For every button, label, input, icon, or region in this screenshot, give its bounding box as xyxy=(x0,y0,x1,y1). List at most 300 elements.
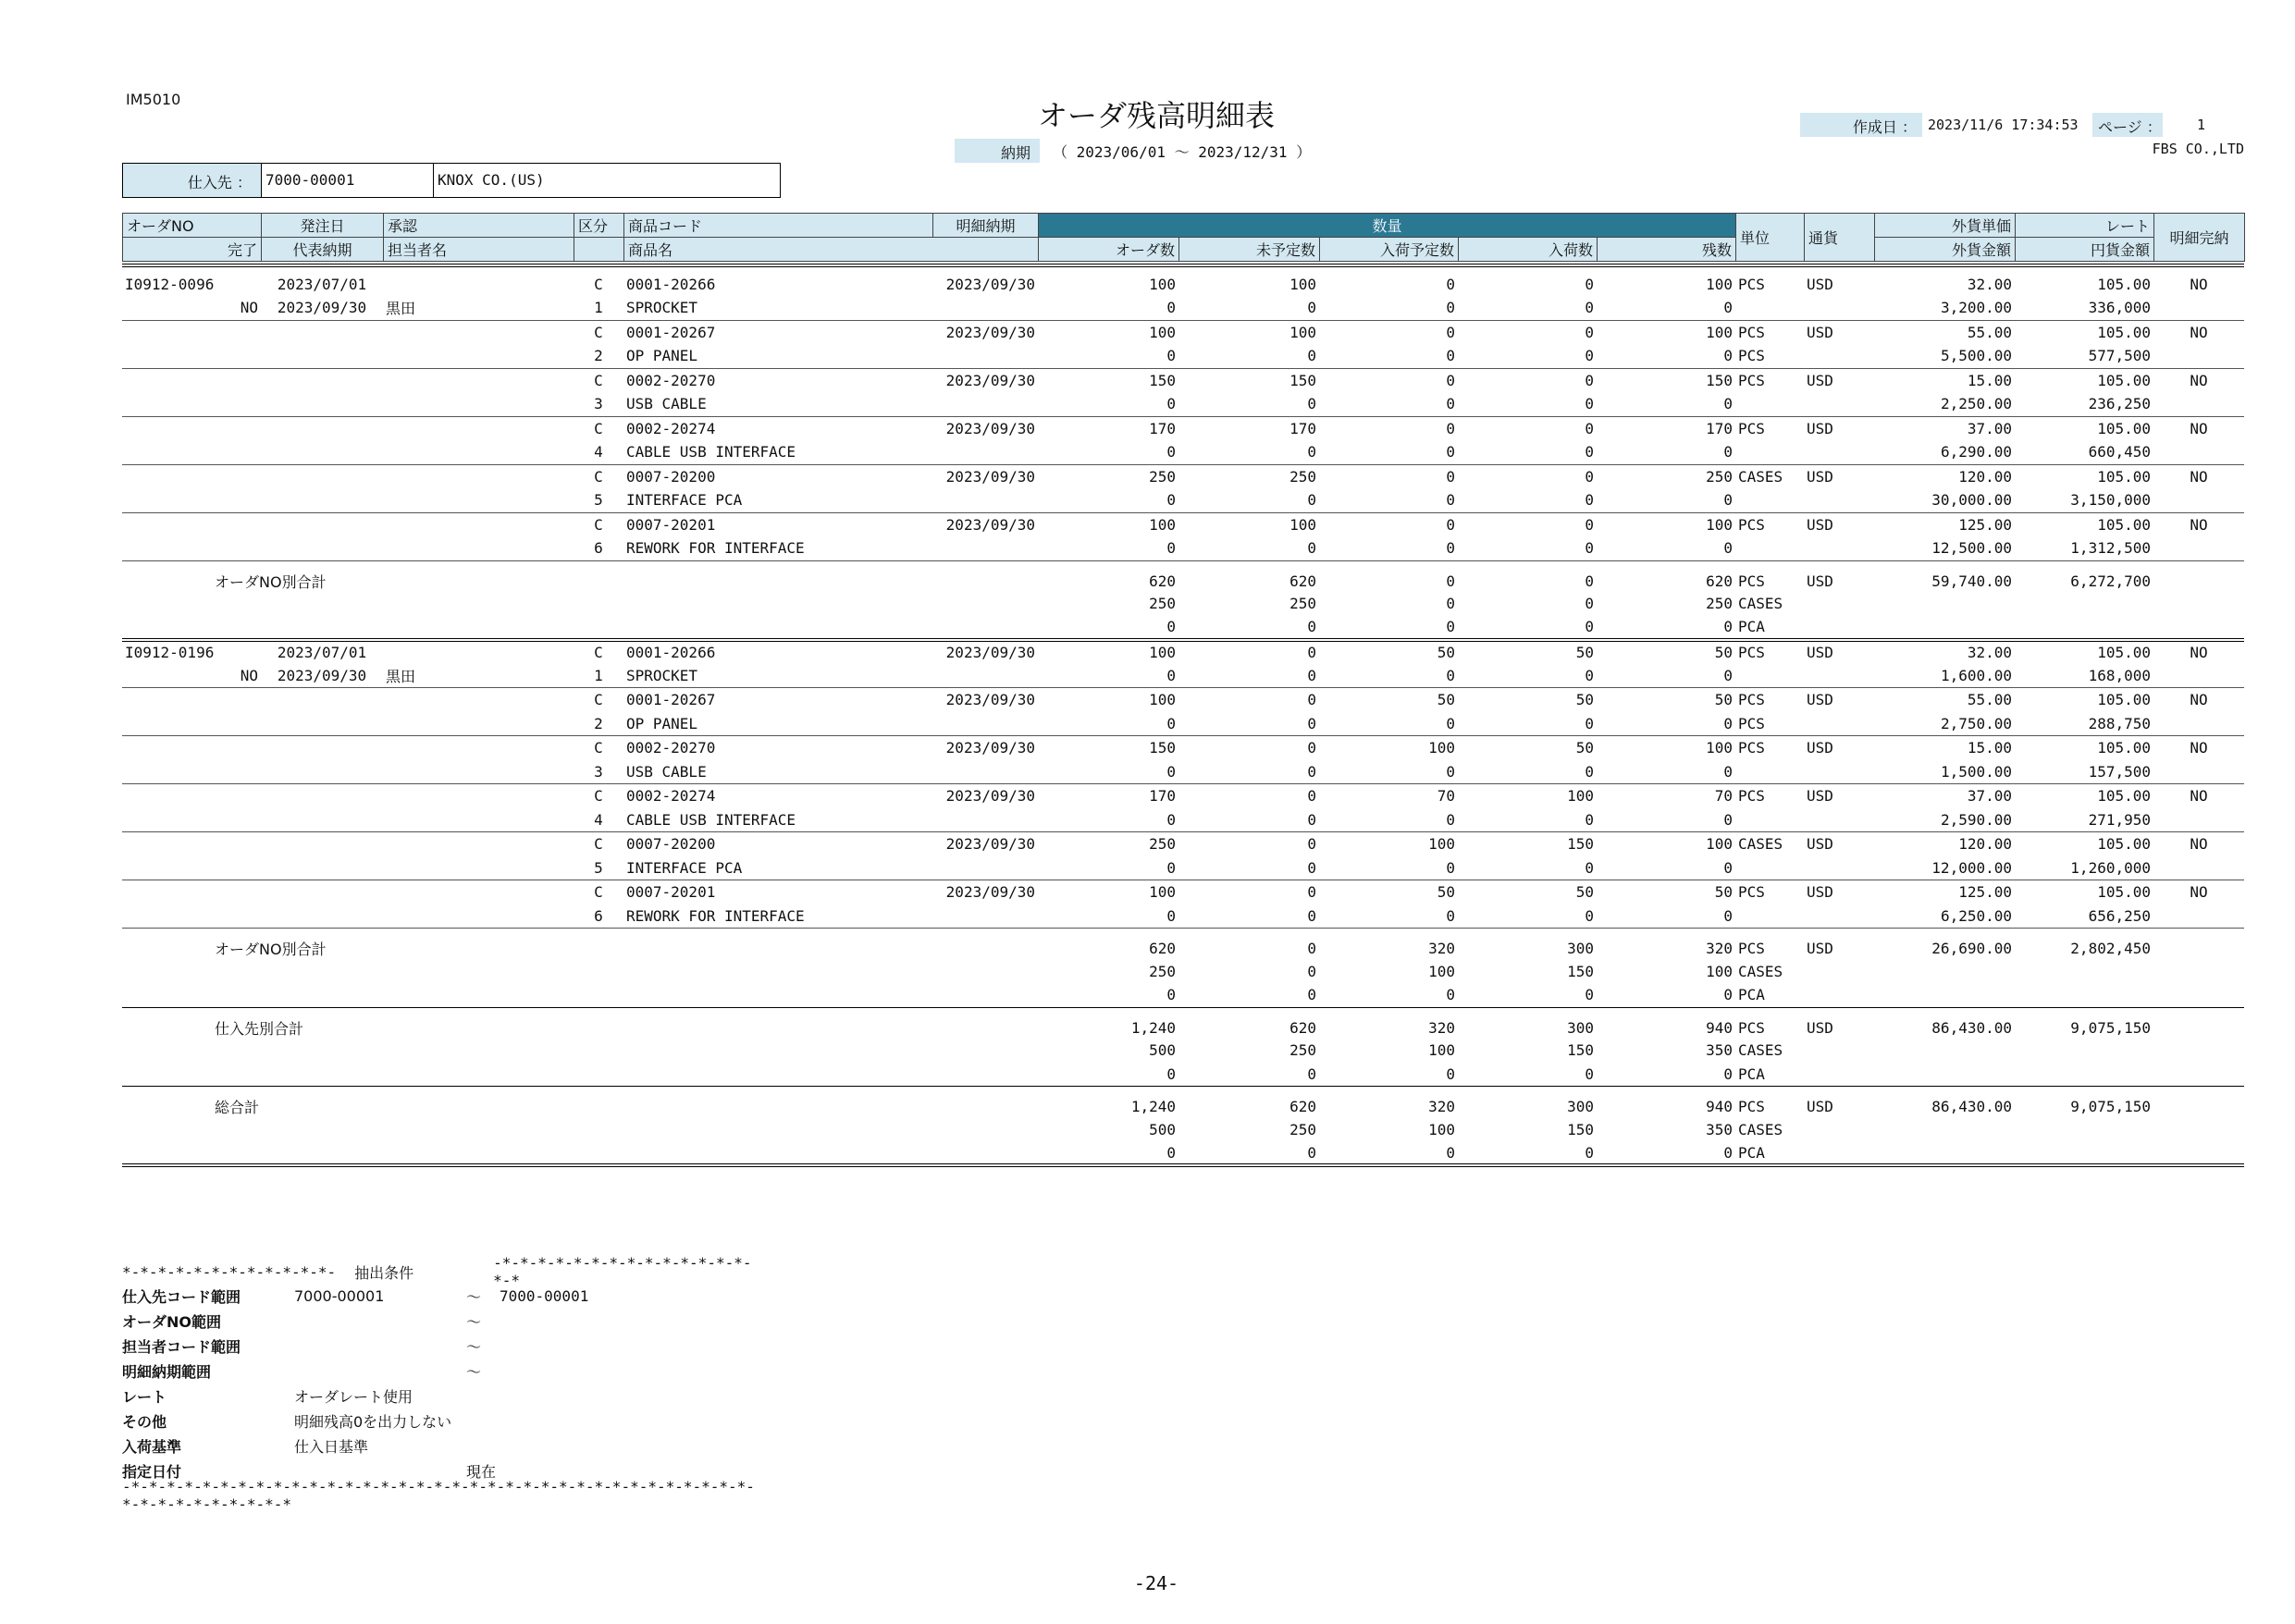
col-order-qty: オーダ数 xyxy=(1039,238,1179,262)
order-no xyxy=(122,320,261,344)
cell xyxy=(122,1063,1038,1087)
item-code: 0001-20267 xyxy=(626,691,716,709)
unscheduled-qty: 620 xyxy=(1289,572,1316,590)
col-kubun: 区分 xyxy=(574,214,624,238)
unscheduled-qty: 250 xyxy=(1289,467,1316,486)
unit: PCS xyxy=(1738,275,1765,293)
person xyxy=(383,760,574,784)
unit xyxy=(1735,440,1804,464)
remaining-qty: 0 xyxy=(1597,344,1735,368)
received-qty: 0 xyxy=(1458,488,1597,512)
remaining-qty: 0 xyxy=(1597,760,1735,784)
jpy-amount: 236,250 xyxy=(2015,392,2153,416)
unit: CASES xyxy=(1738,835,1783,854)
currency xyxy=(1804,808,1874,832)
unscheduled-qty: 0 xyxy=(1307,691,1316,709)
order-qty: 0 xyxy=(1038,904,1178,929)
received-qty: 150 xyxy=(1567,1041,1594,1059)
rep-due: 2023/09/30 xyxy=(261,296,383,320)
received-qty: 50 xyxy=(1575,691,1594,709)
report-id: IM5010 xyxy=(126,91,181,108)
jpy-amount: 271,950 xyxy=(2015,808,2153,832)
done xyxy=(122,712,261,736)
line-no: 1 xyxy=(574,664,623,688)
order-qty: 0 xyxy=(1038,536,1178,560)
rate: 105.00 xyxy=(2097,787,2151,806)
table-row xyxy=(122,440,2244,464)
order-qty: 100 xyxy=(1149,691,1176,709)
rate: 105.00 xyxy=(2097,644,2151,661)
col-unscheduled-qty: 未予定数 xyxy=(1179,238,1320,262)
currency xyxy=(1804,296,1874,320)
order-date xyxy=(261,416,383,440)
approval xyxy=(383,640,574,664)
unit: PCA xyxy=(1735,983,1804,1007)
jpy-amount xyxy=(2015,959,2153,983)
col-rep-due: 代表納期 xyxy=(262,238,384,262)
fx-amount: 86,430.00 xyxy=(1931,1018,2012,1037)
fx-amount: 2,590.00 xyxy=(1874,808,2015,832)
unit xyxy=(1735,760,1804,784)
scheduled-qty: 100 xyxy=(1428,835,1455,854)
unit: PCA xyxy=(1735,1141,1804,1165)
approval xyxy=(383,880,574,904)
remaining-qty: 0 xyxy=(1597,536,1735,560)
unscheduled-qty: 0 xyxy=(1307,787,1316,806)
unit: CASES xyxy=(1738,1120,1783,1138)
remaining-qty: 0 xyxy=(1597,440,1735,464)
scheduled-qty: 0 xyxy=(1319,296,1458,320)
remaining-qty: 620 xyxy=(1706,572,1733,590)
done xyxy=(122,760,261,784)
unit xyxy=(1735,296,1804,320)
cell xyxy=(2153,904,2244,929)
currency xyxy=(1804,1141,1874,1165)
scheduled-qty: 0 xyxy=(1319,808,1458,832)
page-value: 1 xyxy=(2196,117,2205,133)
currency: USD xyxy=(1807,515,1833,534)
scheduled-qty: 0 xyxy=(1319,392,1458,416)
conditions-stars-right: -*-*-*-*-*-*-*-*-*-*-*-*-*-*-*-* xyxy=(493,1254,752,1289)
received-qty: 0 xyxy=(1458,392,1597,416)
order-no xyxy=(122,736,261,760)
item-code: 0001-20266 xyxy=(626,275,716,293)
remaining-qty: 250 xyxy=(1706,467,1733,486)
scheduled-qty: 0 xyxy=(1319,1141,1458,1165)
item-name: SPROCKET xyxy=(623,664,1038,688)
cell xyxy=(2153,1007,2244,1039)
order-date xyxy=(261,320,383,344)
detail-done: NO xyxy=(2190,739,2208,757)
person xyxy=(383,392,574,416)
unit: PCS xyxy=(1738,572,1765,590)
received-qty: 0 xyxy=(1585,515,1594,534)
remaining-qty: 150 xyxy=(1706,371,1733,389)
cell xyxy=(122,1141,1038,1165)
order-date xyxy=(261,512,383,536)
kubun: C xyxy=(594,691,603,709)
unscheduled-qty: 0 xyxy=(1178,712,1319,736)
col-detail-due: 明細納期 xyxy=(933,214,1039,238)
scheduled-qty: 50 xyxy=(1437,644,1455,661)
received-qty: 50 xyxy=(1575,883,1594,902)
unit: PCS xyxy=(1738,1098,1765,1115)
unit xyxy=(1735,664,1804,688)
order-qty: 0 xyxy=(1038,616,1178,640)
received-qty: 0 xyxy=(1458,440,1597,464)
received-qty: 300 xyxy=(1567,1098,1594,1115)
condition-value-from: オーダレート使用 xyxy=(294,1388,413,1406)
currency xyxy=(1804,760,1874,784)
order-no xyxy=(122,688,261,712)
jpy-amount xyxy=(2015,592,2153,616)
kubun: C xyxy=(594,835,603,854)
cell xyxy=(2153,344,2244,368)
order-qty: 250 xyxy=(1149,962,1176,980)
unscheduled-qty: 0 xyxy=(1178,904,1319,929)
rep-due xyxy=(261,904,383,929)
received-qty: 150 xyxy=(1567,835,1594,854)
received-qty: 0 xyxy=(1458,1063,1597,1087)
table-row xyxy=(122,392,2244,416)
received-qty: 0 xyxy=(1458,296,1597,320)
rate: 105.00 xyxy=(2097,323,2151,341)
line-no: 2 xyxy=(574,712,623,736)
done: NO xyxy=(122,296,261,320)
unit xyxy=(1735,856,1804,880)
detail-done: NO xyxy=(2190,644,2208,661)
fx-unit-price: 55.00 xyxy=(1967,323,2012,341)
line-no: 6 xyxy=(574,536,623,560)
scheduled-qty: 70 xyxy=(1437,787,1455,806)
order-qty: 250 xyxy=(1149,835,1176,854)
received-qty: 0 xyxy=(1585,371,1594,389)
detail-due: 2023/09/30 xyxy=(945,371,1035,389)
condition-key: 担当者コード範囲 xyxy=(122,1338,241,1356)
unscheduled-qty: 0 xyxy=(1178,856,1319,880)
cell xyxy=(2153,1117,2244,1141)
condition-tilde: ～ xyxy=(466,1338,482,1356)
unit: PCS xyxy=(1738,371,1765,389)
remaining-qty: 0 xyxy=(1597,712,1735,736)
item-code: 0002-20270 xyxy=(626,371,716,389)
item-code: 0007-20200 xyxy=(626,467,716,486)
jpy-amount xyxy=(2015,1117,2153,1141)
person xyxy=(383,856,574,880)
scheduled-qty: 100 xyxy=(1428,739,1455,757)
summary-label: オーダNO別合計 xyxy=(215,572,327,591)
unscheduled-qty: 0 xyxy=(1178,1063,1319,1087)
cell xyxy=(2153,712,2244,736)
jpy-amount: 9,075,150 xyxy=(2070,1018,2151,1037)
received-qty: 0 xyxy=(1585,275,1594,293)
received-qty: 0 xyxy=(1458,1141,1597,1165)
table-row xyxy=(122,760,2244,784)
detail-done: NO xyxy=(2190,835,2208,854)
condition-value-to: 7000-00001 xyxy=(500,1287,589,1305)
jpy-amount: 288,750 xyxy=(2015,712,2153,736)
scheduled-qty: 0 xyxy=(1319,983,1458,1007)
currency xyxy=(1804,616,1874,640)
unit xyxy=(1735,392,1804,416)
kubun: C xyxy=(594,275,603,293)
summary-row xyxy=(122,1087,2244,1118)
person xyxy=(383,488,574,512)
unit: PCS xyxy=(1738,787,1765,806)
remaining-qty: 320 xyxy=(1706,940,1733,957)
fx-amount xyxy=(1874,983,2015,1007)
unscheduled-qty: 620 xyxy=(1289,1098,1316,1115)
received-qty: 0 xyxy=(1585,572,1594,590)
detail-done: NO xyxy=(2190,323,2208,341)
scheduled-qty: 0 xyxy=(1319,616,1458,640)
unit: PCS xyxy=(1738,515,1765,534)
unit: PCS xyxy=(1738,940,1765,957)
order-qty: 0 xyxy=(1038,1141,1178,1165)
received-qty: 300 xyxy=(1567,1018,1594,1037)
unscheduled-qty: 0 xyxy=(1178,1141,1319,1165)
order-table xyxy=(122,272,2244,1167)
detail-due: 2023/09/30 xyxy=(945,691,1035,709)
detail-due: 2023/09/30 xyxy=(945,467,1035,486)
col-approval: 承認 xyxy=(384,214,574,238)
col-received-qty: 入荷数 xyxy=(1459,238,1598,262)
fx-amount xyxy=(1874,1039,2015,1063)
order-qty: 150 xyxy=(1149,739,1176,757)
jpy-amount xyxy=(2015,1063,2153,1087)
scheduled-qty: 320 xyxy=(1428,940,1455,957)
item-name: REWORK FOR INTERFACE xyxy=(623,904,1038,929)
order-qty: 100 xyxy=(1149,323,1176,341)
received-qty: 0 xyxy=(1458,760,1597,784)
condition-key: オーダNO範囲 xyxy=(122,1313,221,1331)
unit: PCS xyxy=(1738,644,1765,661)
fx-amount xyxy=(1874,592,2015,616)
page-title: オーダ残高明細表 xyxy=(1037,98,1275,133)
rep-due: 2023/09/30 xyxy=(261,664,383,688)
cell xyxy=(122,592,1038,616)
order-qty: 0 xyxy=(1038,712,1178,736)
order-qty: 100 xyxy=(1149,883,1176,902)
remaining-qty: 350 xyxy=(1706,1041,1733,1059)
summary-label: 総合計 xyxy=(215,1099,260,1116)
item-name: REWORK FOR INTERFACE xyxy=(623,536,1038,560)
unit: PCS xyxy=(1738,1018,1765,1037)
jpy-amount: 656,250 xyxy=(2015,904,2153,929)
condition-tilde: 現在 xyxy=(466,1463,497,1481)
cell xyxy=(2153,959,2244,983)
cell xyxy=(2153,296,2244,320)
unit: PCA xyxy=(1735,616,1804,640)
fx-amount: 1,500.00 xyxy=(1874,760,2015,784)
cell xyxy=(2153,1063,2244,1087)
order-qty: 0 xyxy=(1038,760,1178,784)
received-qty: 50 xyxy=(1575,739,1594,757)
unit: PCA xyxy=(1735,1063,1804,1087)
fx-amount: 1,600.00 xyxy=(1874,664,2015,688)
done xyxy=(122,392,261,416)
condition-row xyxy=(122,1433,760,1458)
scheduled-qty: 0 xyxy=(1446,595,1455,612)
col-remaining-qty: 残数 xyxy=(1598,238,1736,262)
remaining-qty: 50 xyxy=(1714,883,1733,902)
jpy-amount: 3,150,000 xyxy=(2015,488,2153,512)
line-no: 6 xyxy=(574,904,623,929)
fx-unit-price: 120.00 xyxy=(1958,835,2012,854)
received-qty: 100 xyxy=(1567,787,1594,806)
scheduled-qty: 0 xyxy=(1446,467,1455,486)
person xyxy=(383,904,574,929)
summary-row xyxy=(122,1007,2244,1039)
fx-unit-price: 15.00 xyxy=(1967,371,2012,389)
approval xyxy=(383,736,574,760)
fx-amount: 26,690.00 xyxy=(1931,940,2012,957)
fx-amount: 2,750.00 xyxy=(1874,712,2015,736)
summary-row xyxy=(122,1039,2244,1063)
jpy-amount: 6,272,700 xyxy=(2070,572,2151,590)
condition-tilde: ～ xyxy=(466,1363,482,1381)
col-order-no: オーダNO xyxy=(123,214,262,238)
unscheduled-qty: 0 xyxy=(1178,344,1319,368)
table-row xyxy=(122,488,2244,512)
fx-amount xyxy=(1874,616,2015,640)
order-qty: 500 xyxy=(1149,1120,1176,1138)
cell xyxy=(122,959,1038,983)
cell xyxy=(2153,664,2244,688)
person xyxy=(383,536,574,560)
condition-key: 明細納期範囲 xyxy=(122,1363,212,1381)
rep-due xyxy=(261,392,383,416)
received-qty: 0 xyxy=(1458,856,1597,880)
remaining-qty: 0 xyxy=(1597,488,1735,512)
currency: USD xyxy=(1807,572,1833,590)
jpy-amount xyxy=(2015,616,2153,640)
order-no xyxy=(122,784,261,808)
jpy-amount: 660,450 xyxy=(2015,440,2153,464)
order-qty: 0 xyxy=(1038,983,1178,1007)
conditions-stars-bottom: -*-*-*-*-*-*-*-*-*-*-*-*-*-*-*-*-*-*-*-*-*-*-*-*-*-*-*-*-*-*-*-*-*-*-*-*-*-*-*-*-*-*-*-*-* xyxy=(122,1478,755,1513)
order-qty: 1,240 xyxy=(1130,1098,1176,1115)
scheduled-qty: 100 xyxy=(1428,1120,1455,1138)
scheduled-qty: 0 xyxy=(1446,572,1455,590)
remaining-qty: 940 xyxy=(1706,1098,1733,1115)
item-code: 0001-20267 xyxy=(626,323,716,341)
detail-done: NO xyxy=(2190,467,2208,486)
item-code: 0007-20200 xyxy=(626,835,716,854)
table-row xyxy=(122,808,2244,832)
currency: USD xyxy=(1807,883,1833,902)
unscheduled-qty: 0 xyxy=(1178,983,1319,1007)
item-name: INTERFACE PCA xyxy=(623,856,1038,880)
rate: 105.00 xyxy=(2097,515,2151,534)
summary-row xyxy=(122,616,2244,640)
fx-amount xyxy=(1874,959,2015,983)
rep-due xyxy=(261,760,383,784)
jpy-amount: 9,075,150 xyxy=(2070,1098,2151,1115)
detail-done: NO xyxy=(2190,787,2208,806)
currency xyxy=(1804,959,1874,983)
currency: USD xyxy=(1807,1098,1833,1115)
remaining-qty: 0 xyxy=(1597,616,1735,640)
remaining-qty: 100 xyxy=(1706,739,1733,757)
condition-key: 入荷基準 xyxy=(122,1438,182,1456)
approval xyxy=(383,416,574,440)
unscheduled-qty: 100 xyxy=(1289,275,1316,293)
line-no: 1 xyxy=(574,296,623,320)
scheduled-qty: 50 xyxy=(1437,883,1455,902)
scheduled-qty: 0 xyxy=(1319,760,1458,784)
detail-due: 2023/09/30 xyxy=(945,644,1035,661)
done xyxy=(122,808,261,832)
summary-row xyxy=(122,592,2244,616)
fx-amount: 6,250.00 xyxy=(1874,904,2015,929)
col-done: 完了 xyxy=(123,238,262,262)
summary-row xyxy=(122,983,2244,1007)
rep-due xyxy=(261,488,383,512)
scheduled-qty: 100 xyxy=(1428,1041,1455,1059)
item-code: 0002-20270 xyxy=(626,739,716,757)
rate: 105.00 xyxy=(2097,371,2151,389)
unit: PCS xyxy=(1738,883,1765,902)
unscheduled-qty: 0 xyxy=(1178,296,1319,320)
unit: PCS xyxy=(1735,712,1804,736)
unscheduled-qty: 100 xyxy=(1289,515,1316,534)
table-row xyxy=(122,688,2244,712)
received-qty: 0 xyxy=(1458,904,1597,929)
table-row xyxy=(122,296,2244,320)
fx-amount xyxy=(1874,1117,2015,1141)
unscheduled-qty: 150 xyxy=(1289,371,1316,389)
received-qty: 0 xyxy=(1458,983,1597,1007)
order-qty: 620 xyxy=(1149,940,1176,957)
remaining-qty: 0 xyxy=(1597,296,1735,320)
cell xyxy=(2153,1141,2244,1165)
order-qty: 100 xyxy=(1149,644,1176,661)
detail-done: NO xyxy=(2190,515,2208,534)
created-value: 2023/11/6 17:34:53 xyxy=(1928,117,2079,133)
detail-due: 2023/09/30 xyxy=(945,275,1035,293)
order-date xyxy=(261,464,383,488)
order-no: I0912-0096 xyxy=(125,275,215,293)
supplier-box xyxy=(122,163,781,198)
remaining-qty: 50 xyxy=(1714,644,1733,661)
cell xyxy=(2153,856,2244,880)
scheduled-qty: 0 xyxy=(1319,536,1458,560)
col-fx-unit-price: 外貨単価 xyxy=(1875,214,2016,238)
cell xyxy=(2153,983,2244,1007)
supplier-code: 7000-00001 xyxy=(262,164,434,197)
remaining-qty: 0 xyxy=(1597,1141,1735,1165)
kubun: C xyxy=(594,787,603,806)
fx-unit-price: 15.00 xyxy=(1967,739,2012,757)
order-date xyxy=(261,368,383,392)
currency xyxy=(1804,1117,1874,1141)
received-qty: 150 xyxy=(1567,1120,1594,1138)
cell xyxy=(2153,560,2244,592)
currency: USD xyxy=(1807,739,1833,757)
unscheduled-qty: 0 xyxy=(1178,616,1319,640)
condition-key: レート xyxy=(122,1388,167,1406)
order-qty: 0 xyxy=(1038,1063,1178,1087)
summary-row xyxy=(122,560,2244,592)
detail-due: 2023/09/30 xyxy=(945,515,1035,534)
currency xyxy=(1804,1063,1874,1087)
order-no xyxy=(122,832,261,856)
done xyxy=(122,440,261,464)
remaining-qty: 0 xyxy=(1597,856,1735,880)
item-name: CABLE USB INTERFACE xyxy=(623,440,1038,464)
rep-due xyxy=(261,856,383,880)
